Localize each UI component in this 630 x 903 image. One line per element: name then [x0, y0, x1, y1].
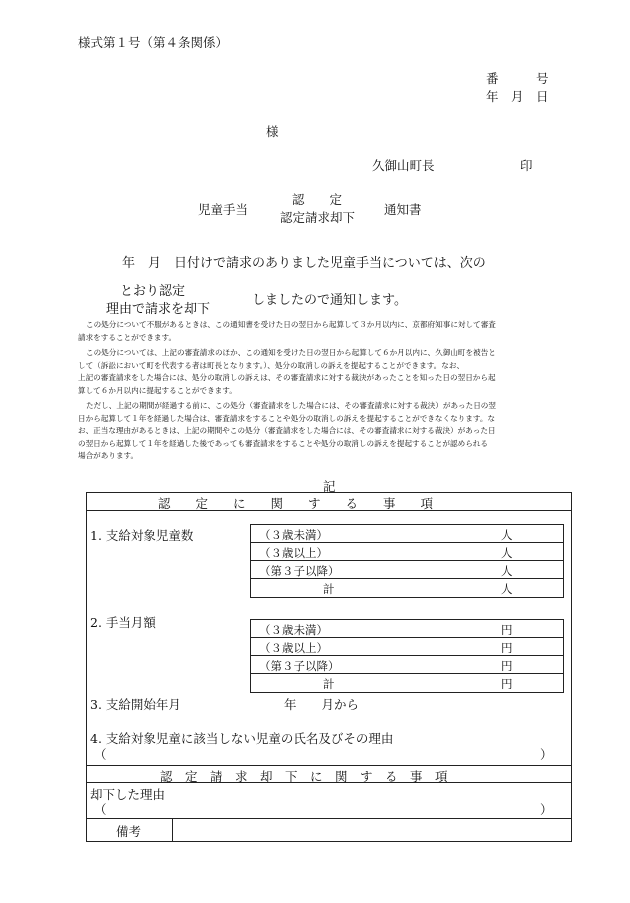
- notice-line: 請求をすることができます。: [78, 332, 177, 342]
- notice-line: お、正当な理由があるときは、上記の期間やこの処分（審査請求をした場合には、その審査請求に対する裁決）があった日: [78, 426, 496, 436]
- table-row: [251, 638, 563, 656]
- table-row: [251, 561, 563, 579]
- remarks-label: 備考: [116, 824, 142, 839]
- table-row: [251, 579, 563, 597]
- section-rejection-heading: 認 定 請 求 却 下 に 関 す る 事 項: [160, 769, 448, 784]
- form-number: 様式第１号（第４条関係）: [78, 35, 229, 50]
- notice-line: この処分については、上記の審査請求のほか、この通知を受けた日の翌日から起算して６か月以内に、久御山町を被告と: [86, 348, 496, 357]
- row-label: （第３子以降）: [259, 659, 340, 673]
- section-certification-heading: 認 定 に 関 す る 事 項: [158, 496, 434, 511]
- divider: [86, 782, 572, 783]
- row-unit: 円: [501, 641, 513, 655]
- divider: [172, 818, 173, 842]
- title-right: 通知書: [384, 202, 422, 217]
- divider: [86, 818, 572, 819]
- body-stack-top: とおり認定: [120, 284, 186, 299]
- addressee-suffix: 様: [266, 124, 279, 139]
- title-stack-bottom: 認定請求却下: [280, 210, 356, 225]
- item3-value: 年 月から: [284, 697, 360, 712]
- row-label: （３歳以上）: [259, 641, 328, 655]
- notice-line: して（訴訟において町を代表する者は町長となります。）、処分の取消しの訴えを提起することができます。なお、: [78, 360, 465, 370]
- row-unit: 円: [501, 623, 513, 637]
- notice-line: 上記の審査請求をした場合には、処分の取消しの訴えは、その審査請求に対する裁決があったことを知った日の翌日から起: [78, 373, 496, 383]
- row-label: 計: [323, 677, 335, 691]
- body-stack-bottom: 理由で請求を却下: [106, 302, 211, 317]
- seal-mark: 印: [520, 158, 533, 173]
- table-row: [251, 543, 563, 561]
- table-row: [251, 656, 563, 674]
- notice-line: 日から起算して１年を経過した場合は、審査請求をすることや処分の取消しの訴えを提起することができなくなります。な: [78, 413, 496, 423]
- item1-label: 1. 支給対象児童数: [90, 528, 194, 543]
- notice-paragraph-3: [78, 400, 566, 463]
- child-count-table: [250, 524, 564, 598]
- row-label: （第３子以降）: [259, 564, 340, 578]
- notice-line: この処分について不服があるときは、この通知書を受けた日の翌日から起算して３か月以内に、京都府知事に対して審査: [86, 320, 496, 329]
- title-left: 児童手当: [198, 202, 249, 217]
- rejection-label: 却下した理由: [90, 787, 166, 802]
- notice-paragraph-1: [78, 319, 566, 344]
- row-unit: 人: [501, 528, 513, 542]
- table-row: [251, 525, 563, 543]
- table-row: [251, 674, 563, 692]
- rejection-close-paren: ）: [540, 802, 553, 817]
- notice-paragraph-2: [78, 347, 566, 397]
- item3-label: 3. 支給開始年月: [90, 697, 181, 712]
- body-line1: 年 月 日付けで請求のありました児童手当については、次の: [122, 256, 486, 271]
- body-line2-tail: しましたので通知します。: [252, 293, 407, 308]
- date-label: 年 月 日: [486, 89, 549, 104]
- divider: [86, 765, 572, 766]
- title-stack-top: 認 定: [292, 192, 343, 207]
- item2-label: 2. 手当月額: [90, 615, 156, 630]
- row-label: （３歳以上）: [259, 546, 328, 560]
- row-unit: 円: [501, 659, 513, 673]
- item4-open-paren: （: [94, 747, 107, 762]
- notice-line: の翌日から起算して１年を経過した後であっても審査請求をすることや処分の取消しの訴えを提起することが認められる: [78, 438, 488, 448]
- row-label: 計: [323, 582, 335, 596]
- issuer-name: 久御山町長: [372, 158, 435, 173]
- item4-label: 4. 支給対象児童に該当しない児童の氏名及びその理由: [90, 731, 394, 746]
- table-row: [251, 620, 563, 638]
- ki-label: 記: [323, 479, 336, 494]
- row-unit: 人: [501, 564, 513, 578]
- rejection-open-paren: （: [94, 802, 107, 817]
- item4-close-paren: ）: [540, 747, 553, 762]
- row-unit: 円: [501, 677, 513, 691]
- monthly-amount-table: [250, 619, 564, 693]
- row-unit: 人: [501, 546, 513, 560]
- notice-line: ただし、上記の期間が経過する前に、この処分（審査請求をした場合には、その審査請求に対する裁決）があった日の翌: [86, 401, 496, 410]
- row-unit: 人: [501, 582, 513, 596]
- notice-line: 場合があります。: [78, 451, 139, 461]
- notice-line: 算して６か月以内に提起することができます。: [78, 385, 237, 395]
- row-label: （３歳未満）: [259, 623, 328, 637]
- row-label: （３歳未満）: [259, 528, 328, 542]
- number-label: 番 号: [486, 71, 549, 86]
